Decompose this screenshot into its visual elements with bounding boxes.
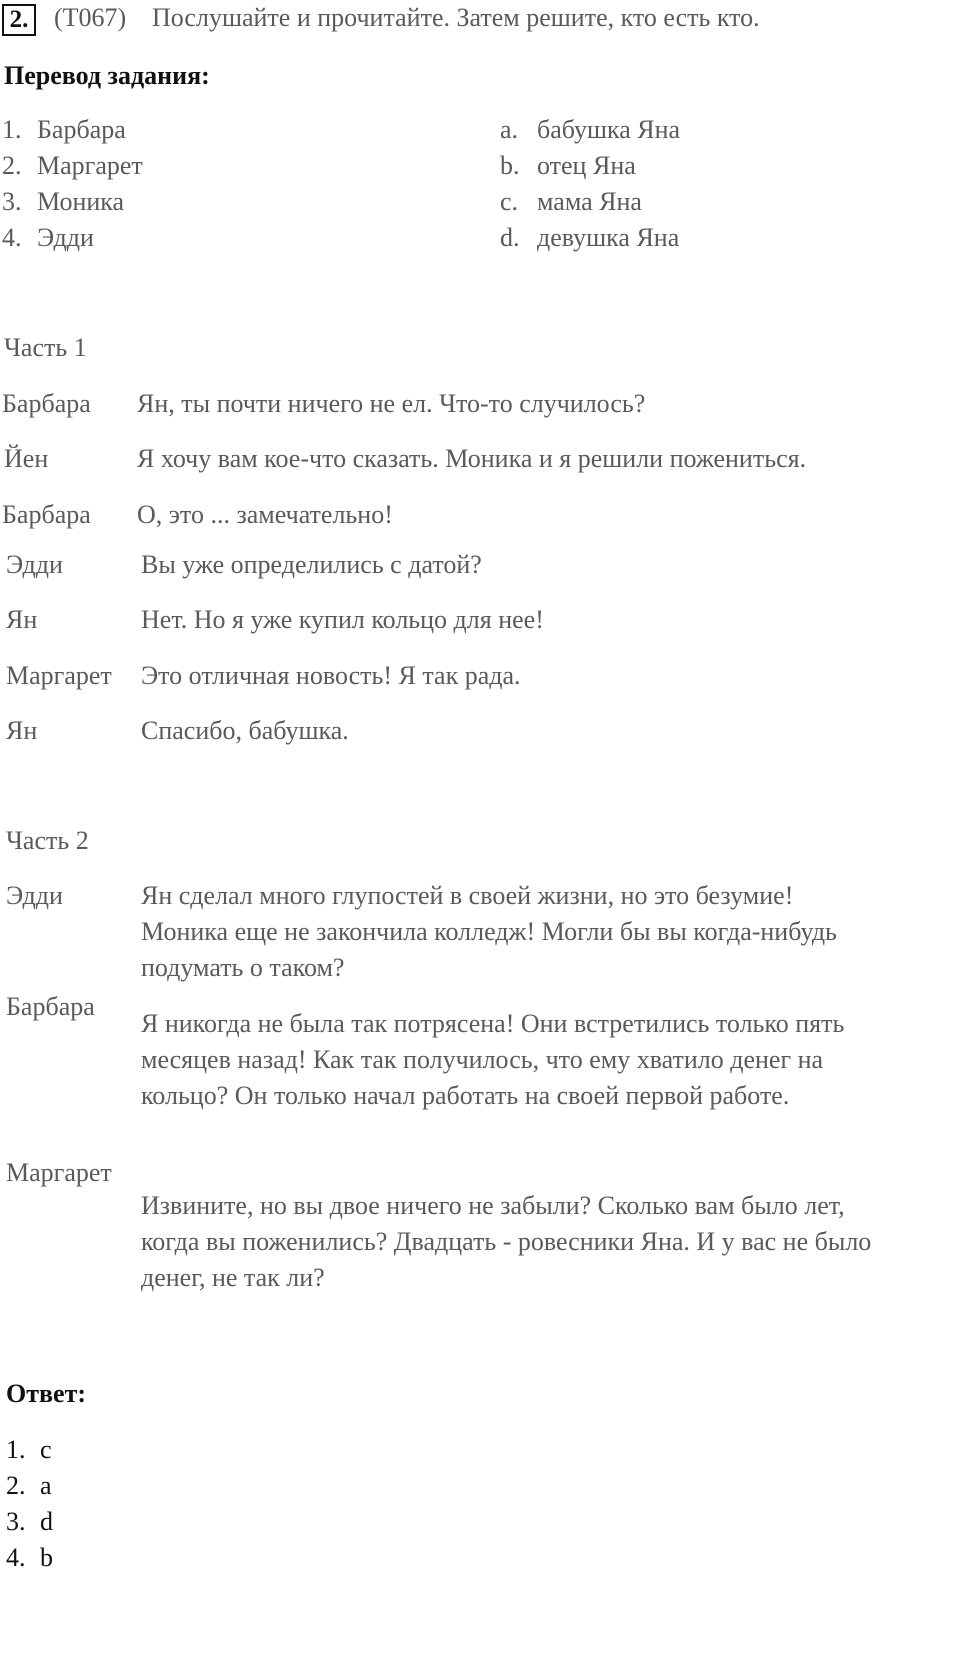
list-item-name: Маргарет bbox=[37, 151, 143, 180]
dialogue-speaker: Маргарет bbox=[6, 661, 112, 690]
dialogue-speaker: Эдди bbox=[6, 550, 63, 579]
list-item-letter: b. bbox=[500, 151, 520, 180]
task-code: (T067) bbox=[54, 3, 127, 32]
dialogue-line: Моника еще не закончила колледж! Могли бы вы когда-нибудь bbox=[141, 917, 837, 946]
answer-heading: Ответ: bbox=[6, 1379, 87, 1408]
list-item-role: отец Яна bbox=[537, 151, 636, 180]
dialogue-speaker: Эдди bbox=[6, 881, 63, 910]
dialogue-text: Ян, ты почти ничего не ел. Что-то случилось? bbox=[137, 389, 646, 418]
dialogue-speaker: Ян bbox=[6, 716, 38, 745]
dialogue-text: Вы уже определились с датой? bbox=[141, 550, 482, 579]
answer-num: 2. bbox=[6, 1471, 26, 1500]
list-item-name: Эдди bbox=[37, 223, 94, 252]
answer-num: 3. bbox=[6, 1507, 26, 1536]
dialogue-speaker: Йен bbox=[4, 444, 49, 473]
list-item-letter: d. bbox=[500, 223, 520, 252]
dialogue-text: Нет. Но я уже купил кольцо для нее! bbox=[141, 605, 544, 634]
dialogue-text bbox=[141, 1006, 844, 1114]
list-item-letter: a. bbox=[500, 115, 519, 144]
answer-value: b bbox=[40, 1543, 53, 1572]
dialogue-text: Спасибо, бабушка. bbox=[141, 716, 349, 745]
list-item-role: мама Яна bbox=[537, 187, 642, 216]
dialogue-text: Это отличная новость! Я так рада. bbox=[141, 661, 521, 690]
dialogue-line: месяцев назад! Как так получилось, что ему хватило денег на bbox=[141, 1045, 824, 1074]
list-item-role: девушка Яна bbox=[537, 223, 680, 252]
answer-value: a bbox=[40, 1471, 52, 1500]
dialogue-speaker: Маргарет bbox=[6, 1158, 112, 1187]
dialogue-line: Ян сделал много глупостей в своей жизни, но это безумие! bbox=[141, 881, 794, 910]
dialogue-line: кольцо? Он только начал работать на своей первой работе. bbox=[141, 1081, 790, 1110]
dialogue-speaker: Ян bbox=[6, 605, 38, 634]
list-item-num: 2. bbox=[2, 151, 22, 180]
dialogue-text bbox=[141, 878, 837, 986]
task-number: 2. bbox=[2, 4, 36, 36]
list-item-num: 1. bbox=[2, 115, 22, 144]
dialogue-speaker: Барбара bbox=[6, 992, 95, 1021]
dialogue-line: подумать о таком? bbox=[141, 953, 345, 982]
dialogue-speaker: Барбара bbox=[2, 500, 91, 529]
task-instruction: Послушайте и прочитайте. Затем решите, кто есть кто. bbox=[152, 3, 760, 32]
dialogue-text: Я хочу вам кое-что сказать. Моника и я решили пожениться. bbox=[137, 444, 807, 473]
list-item-num: 3. bbox=[2, 187, 22, 216]
dialogue-line: денег, не так ли? bbox=[141, 1263, 325, 1292]
dialogue-line: Извините, но вы двое ничего не забыли? Сколько вам было лет, bbox=[141, 1191, 845, 1220]
answer-num: 1. bbox=[6, 1435, 26, 1464]
part1-title: Часть 1 bbox=[4, 333, 87, 362]
dialogue-speaker: Барбара bbox=[2, 389, 91, 418]
dialogue-text: О, это ... замечательно! bbox=[137, 500, 393, 529]
dialogue-line: когда вы поженились? Двадцать - ровесники Яна. И у вас не было bbox=[141, 1227, 872, 1256]
list-item-role: бабушка Яна bbox=[537, 115, 681, 144]
answer-value: d bbox=[40, 1507, 53, 1536]
list-item-name: Барбара bbox=[37, 115, 126, 144]
list-item-name: Моника bbox=[37, 187, 125, 216]
translation-heading: Перевод задания: bbox=[4, 61, 210, 90]
answer-value: c bbox=[40, 1435, 52, 1464]
answer-num: 4. bbox=[6, 1543, 26, 1572]
dialogue-text bbox=[141, 1188, 871, 1296]
list-item-letter: c. bbox=[500, 187, 519, 216]
part2-title: Часть 2 bbox=[6, 826, 89, 855]
dialogue-line: Я никогда не была так потрясена! Они встретились только пять bbox=[141, 1009, 845, 1038]
list-item-num: 4. bbox=[2, 223, 22, 252]
